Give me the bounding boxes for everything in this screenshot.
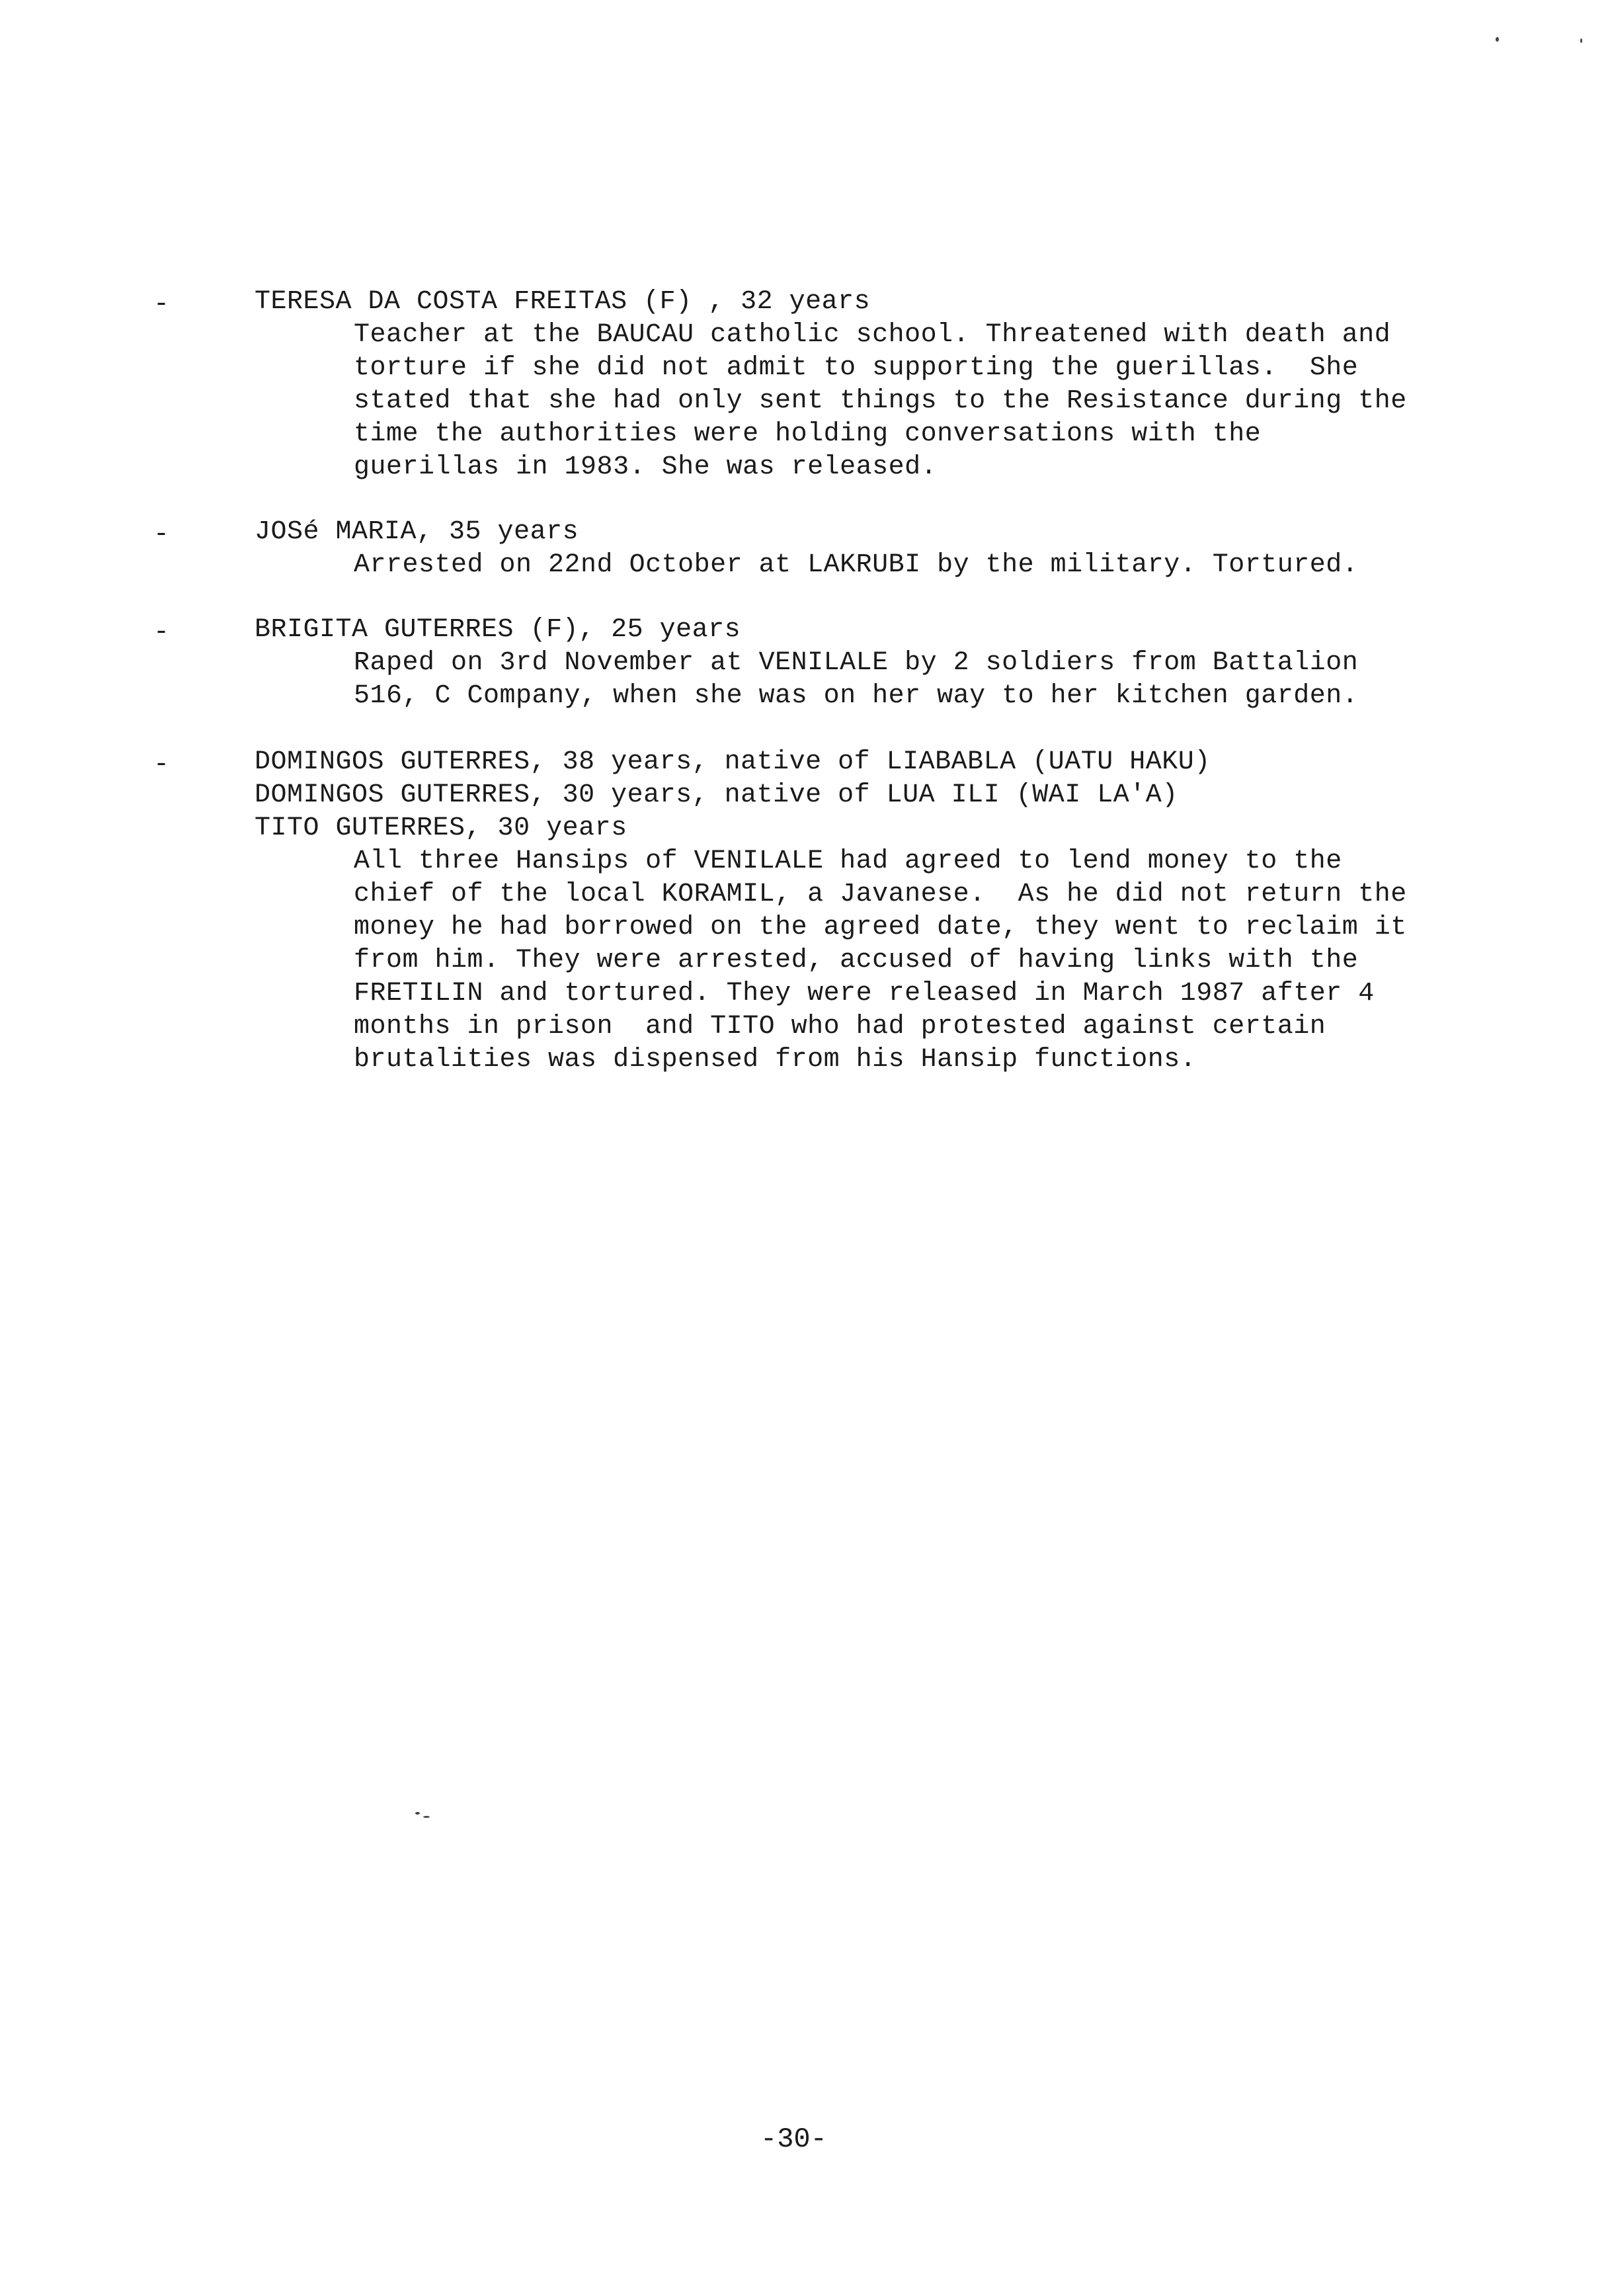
list-dash: -	[153, 618, 170, 647]
scan-speck	[423, 1816, 430, 1818]
entry-heading: TERESA DA COSTA FREITAS (F) , 32 years	[255, 287, 871, 317]
entry-text-line: Teacher at the BAUCAU catholic school. Threatened with death and	[354, 320, 1391, 350]
entry-heading: JOSé MARIA, 35 years	[255, 517, 579, 547]
entry-text-line: stated that she had only sent things to the Resistance during the	[354, 386, 1407, 416]
entry-text-line: torture if she did not admit to supporting the guerillas. She	[354, 353, 1359, 383]
entry-text-line: guerillas in 1983. She was released.	[354, 452, 938, 482]
entry-text-line: time the authorities were holding conversations with the	[354, 419, 1262, 449]
entry-heading: TITO GUTERRES, 30 years	[255, 813, 627, 843]
entry-text-line: FRETILIN and tortured. They were released in March 1987 after 4	[354, 979, 1375, 1008]
entry-text-line: Arrested on 22nd October at LAKRUBI by the military. Tortured.	[354, 550, 1359, 580]
entry-text-line: brutalities was dispensed from his Hansip functions.	[354, 1045, 1197, 1075]
scan-speck	[1580, 38, 1582, 43]
entry-text-line: Raped on 3rd November at VENILALE by 2 soldiers from Battalion	[354, 648, 1359, 678]
entry-text-line: money he had borrowed on the agreed date, they went to reclaim it	[354, 913, 1407, 942]
list-dash: -	[153, 520, 170, 550]
entry-text-line: chief of the local KORAMIL, a Javanese. As he did not return the	[354, 880, 1407, 909]
page-number: -30-	[760, 2123, 827, 2155]
entry-text-line: months in prison and TITO who had protested against certain	[354, 1012, 1326, 1042]
entry-text-line: 516, C Company, when she was on her way to her kitchen garden.	[354, 681, 1359, 711]
list-dash: -	[153, 750, 170, 780]
entry-heading: DOMINGOS GUTERRES, 30 years, native of LUA ILI (WAI LA'A)	[255, 780, 1178, 810]
entry-heading: DOMINGOS GUTERRES, 38 years, native of LIABABLA (UATU HAKU)	[255, 747, 1211, 777]
list-dash: -	[153, 290, 170, 319]
scan-speck	[415, 1812, 420, 1815]
entry-text-line: All three Hansips of VENILALE had agreed to lend money to the	[354, 846, 1342, 876]
entry-heading: BRIGITA GUTERRES (F), 25 years	[255, 615, 741, 645]
scan-speck	[1496, 37, 1499, 42]
entry-text-line: from him. They were arrested, accused of having links with the	[354, 946, 1359, 975]
